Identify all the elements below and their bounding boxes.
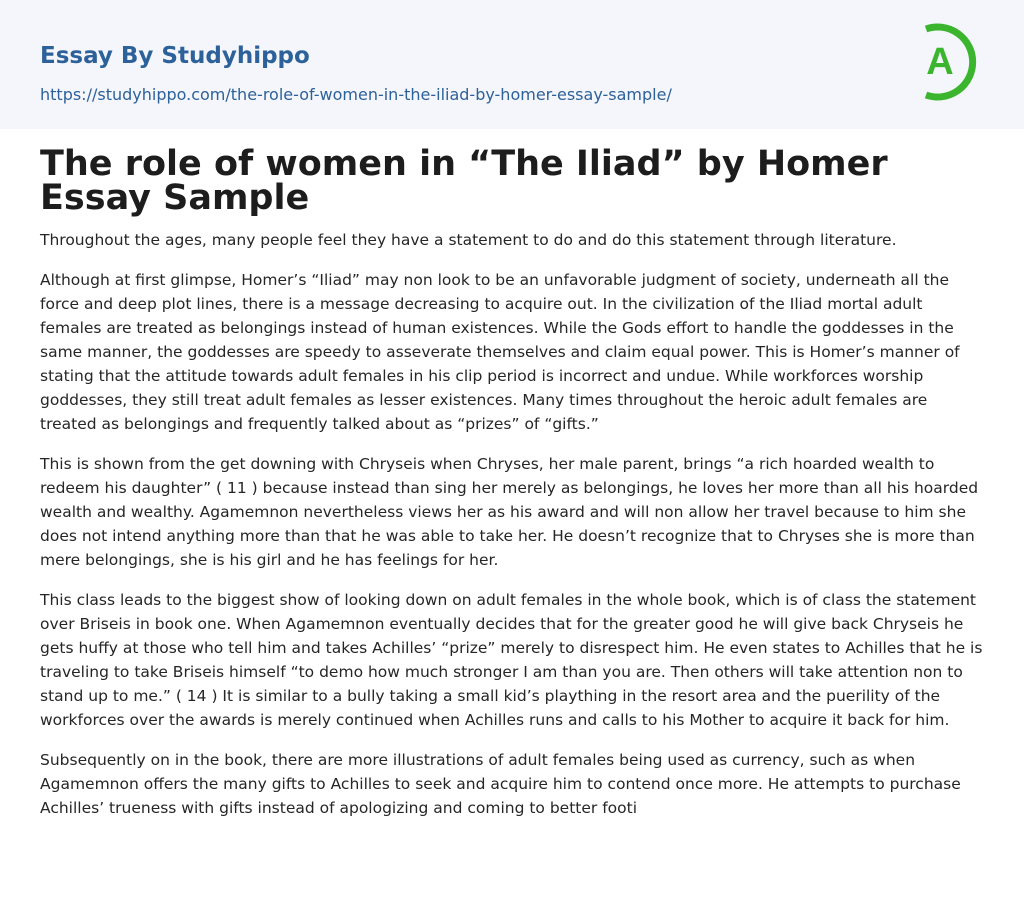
- essay-url-link[interactable]: https://studyhippo.com/the-role-of-women-in-the-iliad-by-homer-essay-sample/: [40, 85, 672, 104]
- essay-paragraph-5: Subsequently on in the book, there are more illustrations of adult females being used as currency, such as when Agamemnon offers the many gifts to Achilles to seek and acquire him to contend once more. He attempts to purchase Achilles’ trueness with gifts instead of apologizing and coming to better footi: [40, 751, 961, 817]
- essay-content: [0, 129, 1024, 820]
- page-title: The role of women in “The Iliad” by Homer Essay Sample: [40, 144, 888, 218]
- essay-paragraph-1: Throughout the ages, many people feel they have a statement to do and do this statement through literature.: [40, 231, 897, 249]
- studyhippo-logo-icon[interactable]: [912, 19, 986, 105]
- essay-paragraph-2: Although at first glimpse, Homer’s “Iliad” may non look to be an unfavorable judgment of society, underneath all the force and deep plot lines, there is a message decreasing to acquire out. In the civilization of the Iliad mortal adult females are treated as belongings instead of human existences. While the Gods effort to handle the goddesses in the same manner, the goddesses are speedy to asseverate themselves and claim equal power. This is Homer’s manner of stating that the attitude towards adult females in his clip period is incorrect and undue. While workforces worship goddesses, they still treat adult females as lesser existences. Many times throughout the heroic adult females are treated as belongings and frequently talked about as “prizes” of “gifts.”: [40, 271, 960, 433]
- essay-paragraph-4: This class leads to the biggest show of looking down on adult females in the whole book, which is of class the statement over Briseis in book one. When Agamemnon eventually decides that for the greater good he will give back Chryseis he gets huffy at those who tell him and takes Achilles’ “prize” merely to disrespect him. He even states to Achilles that he is traveling to take Briseis himself “to demo how much stronger I am than you are. Then others will take attention non to stand up to me.” ( 14 ) It is similar to a bully taking a small kid’s plaything in the resort area and the puerility of the workforces over the awards is merely continued when Achilles runs and calls to his Mother to acquire it back for him.: [40, 591, 983, 729]
- site-header: [0, 0, 1024, 129]
- essay-paragraph-3: This is shown from the get downing with Chryseis when Chryses, her male parent, brings “a rich hoarded wealth to redeem his daughter” ( 11 ) because instead than sing her merely as belongings, he loves her more than all his hoarded wealth and wealthy. Agamemnon nevertheless views her as his award and will non allow her travel because to him she does not intend anything more than that he was able to take her. He doesn’t recognize that to Chryses she is more than mere belongings, she is his girl and he has feelings for her.: [40, 455, 979, 569]
- logo-letter: A: [926, 41, 954, 83]
- site-title[interactable]: Essay By Studyhippo: [40, 43, 310, 69]
